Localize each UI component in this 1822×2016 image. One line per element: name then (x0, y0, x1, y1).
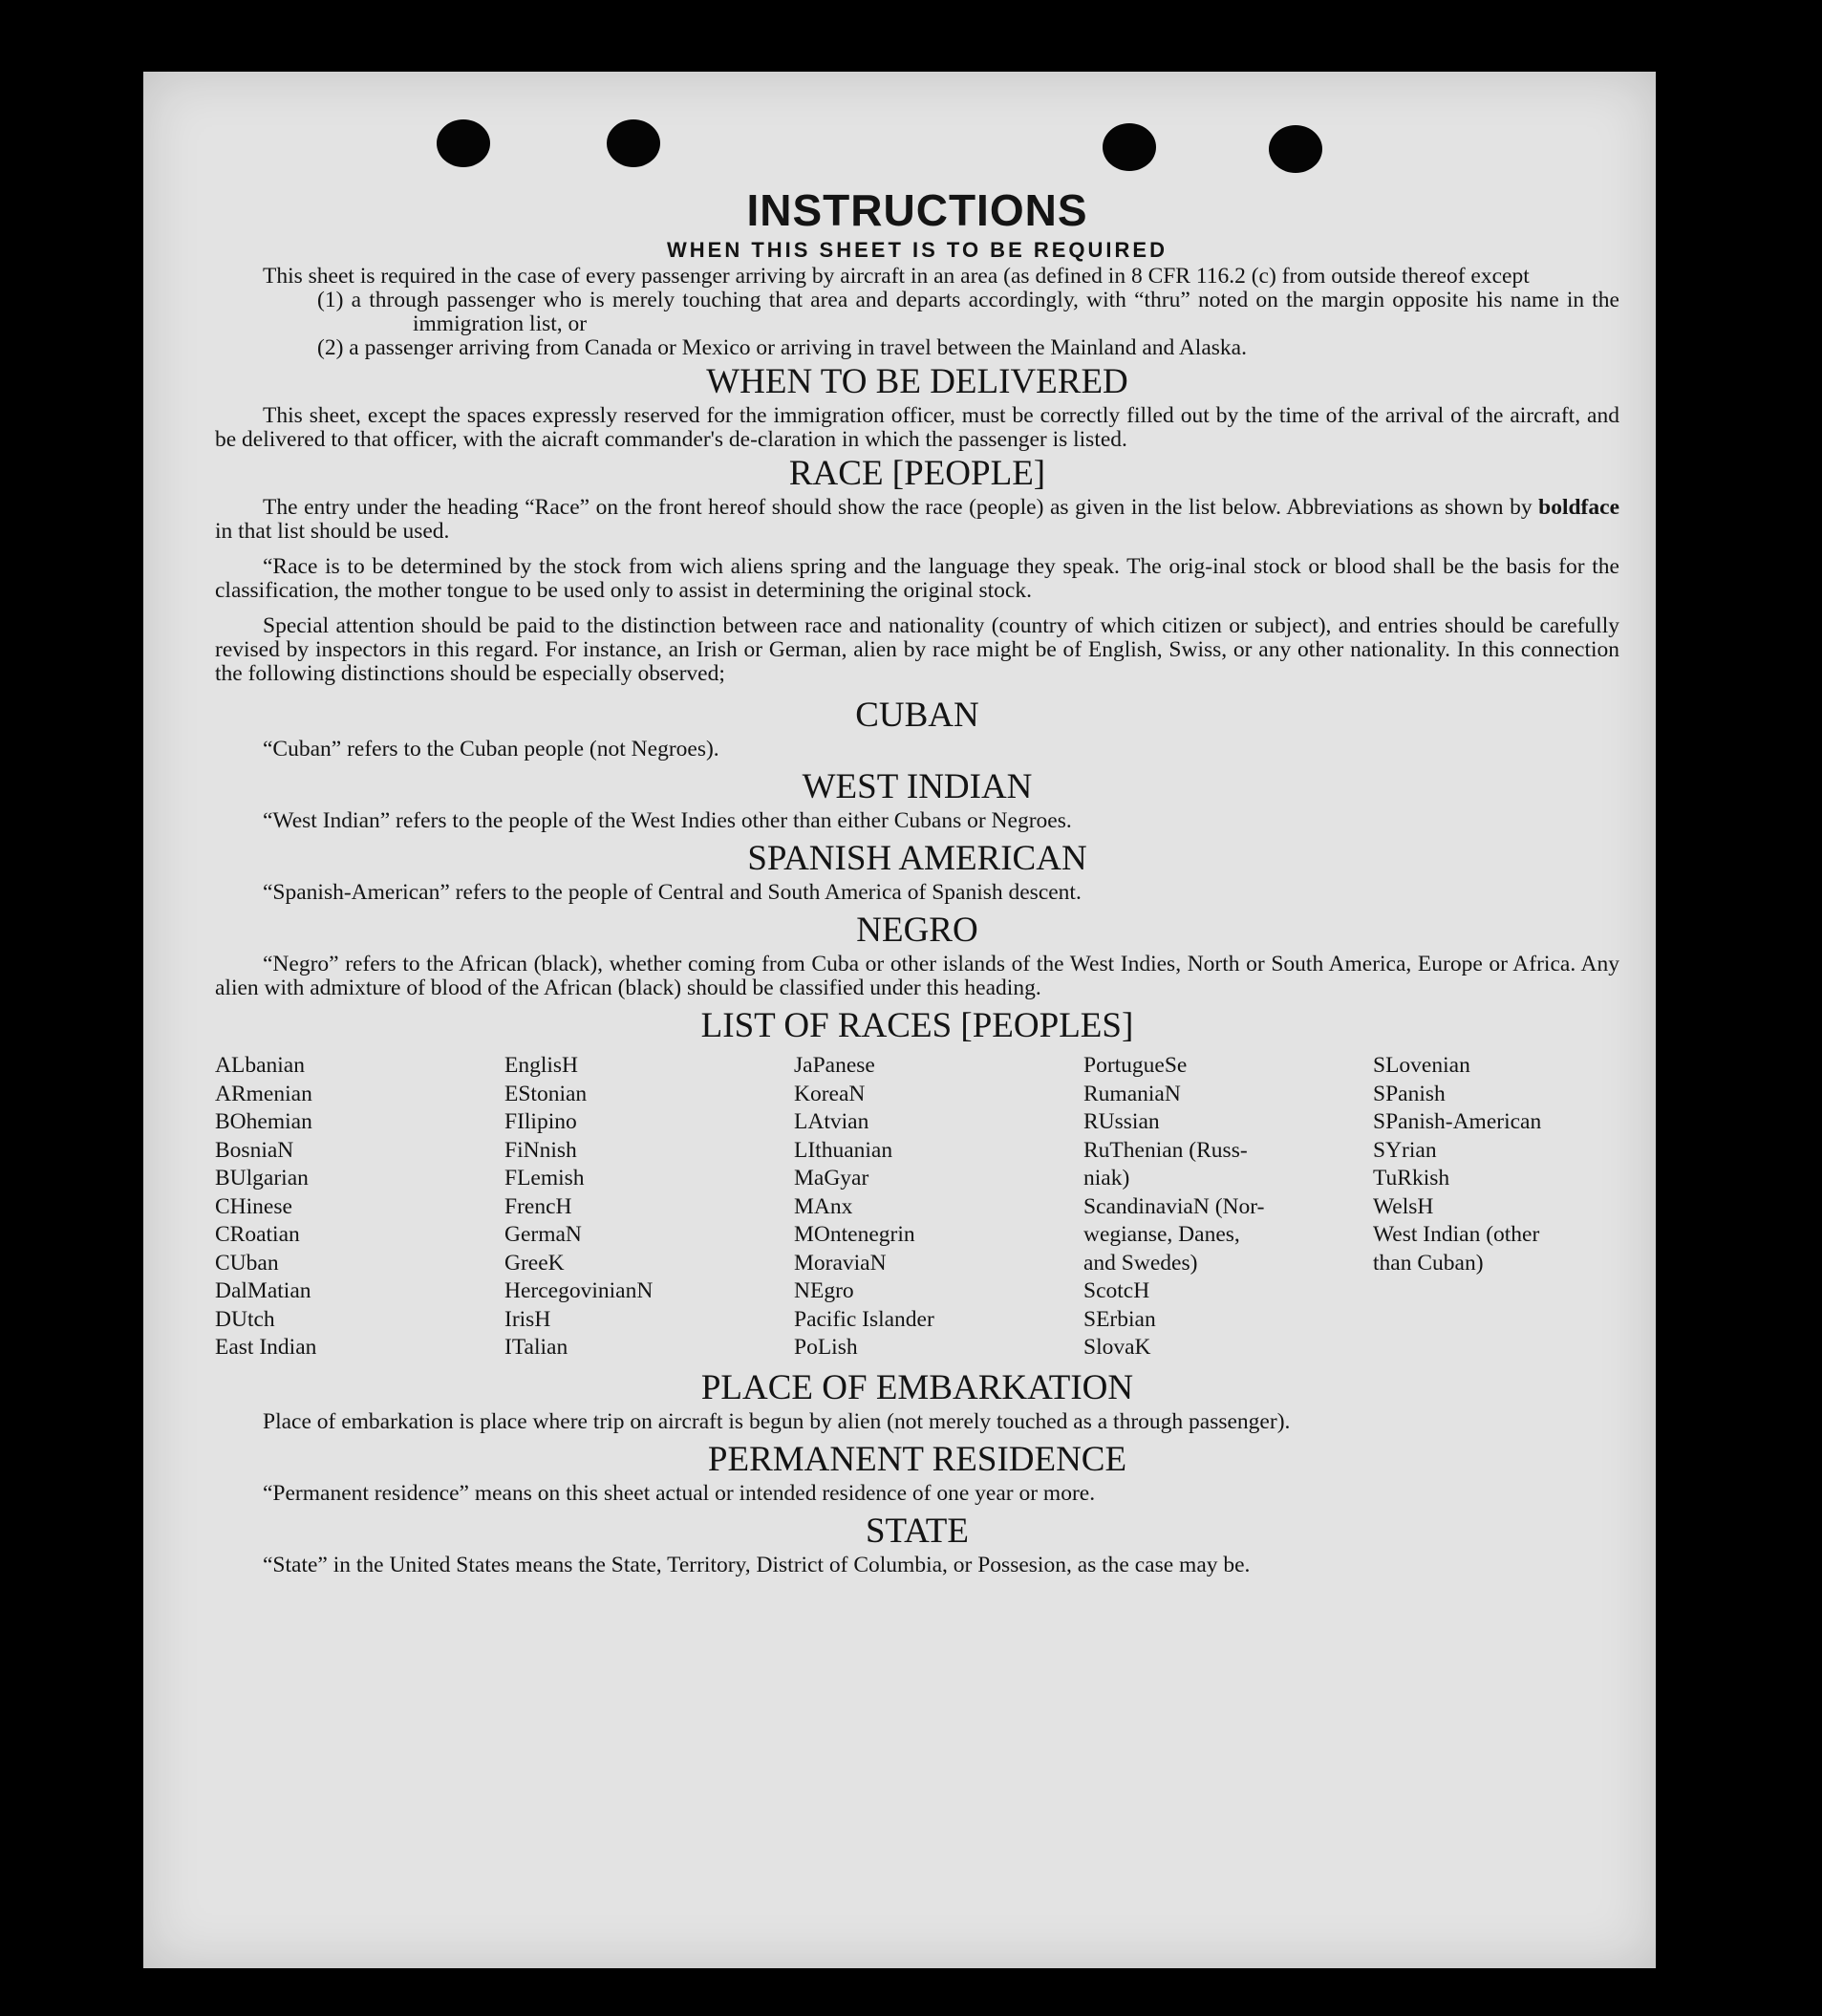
race-text: The entry under the heading “Race” on the front hereof should show the race (people) as given in the list below. Abbreviations as shown by (263, 495, 1539, 520)
race-item: MOntenegrin (794, 1222, 915, 1247)
race-text: in that list should be used. (215, 519, 450, 544)
race-item: SErbian (1083, 1306, 1156, 1332)
race-item: CUban (215, 1250, 279, 1276)
race-item: RuThenian (Russ- niak) (1083, 1137, 1248, 1190)
races-column (794, 1052, 1083, 1362)
section-text: “Cuban” refers to the Cuban people (not Negroes). (263, 737, 719, 761)
exception-item: (1) a through passenger who is merely touching that area and departs accordingly, with “thru” noted on the margin opposite his name in the immigration list, or (317, 288, 1619, 336)
race-item: IrisH (504, 1306, 551, 1332)
race-item: CHinese (215, 1193, 292, 1219)
race-item: SPanish-American (1373, 1109, 1542, 1134)
punch-hole (437, 119, 490, 167)
section-text: Place of embarkation is place where trip on aircraft is begun by alien (not merely touched as a through passenger). (263, 1408, 1291, 1434)
race-item: RumaniaN (1083, 1081, 1181, 1106)
section-text: “State” in the United States means the State, Territory, District of Columbia, or Possesion, as the case may be. (263, 1552, 1251, 1577)
race-item: West Indian (other than Cuban) (1373, 1222, 1540, 1276)
races-column (1083, 1052, 1373, 1362)
race-item: CRoatian (215, 1222, 300, 1247)
race-item: LIthuanian (794, 1137, 893, 1163)
section-heading: PLACE OF EMBARKATION (700, 1367, 1134, 1407)
race-item: LAtvian (794, 1109, 869, 1134)
race-item: SPanish (1373, 1081, 1446, 1106)
section-heading: STATE (865, 1511, 970, 1551)
intro-paragraph: This sheet is required in the case of every passenger arriving by aircraft in an area (as defined in 8 CFR 116.2 (c) from outside thereof except (263, 264, 1530, 289)
race-paragraph-1 (215, 496, 1619, 544)
race-paragraph-2: “Race is to be determined by the stock from wich aliens spring and the language they speak. The orig-inal stock or blood shall be the basis for the classification, the mother tongue to be used only to assist in determining the original stock. (215, 554, 1619, 603)
race-item: JaPanese (794, 1053, 875, 1078)
section-heading: WHEN TO BE DELIVERED (706, 362, 1128, 401)
section-text: “Spanish-American” refers to the people of Central and South America of Spanish descent. (263, 880, 1082, 905)
exception-item: (2) a passenger arriving from Canada or Mexico or arriving in travel between the Mainland and Alaska. (317, 335, 1247, 360)
races-column (1373, 1052, 1619, 1362)
document-sheet (143, 72, 1656, 1968)
section-heading: PERMANENT RESIDENCE (707, 1439, 1127, 1479)
section-heading: CUBAN (855, 696, 979, 735)
punch-hole (607, 119, 660, 167)
race-item: FrencH (504, 1193, 572, 1219)
race-paragraph-3: Special attention should be paid to the distinction between race and nationality (country of which citizen or subject), and entries should be carefully revised by inspectors in this regard. For instance, an Irish or German, alien by race might be of English, Swiss, or any other nationality. In this connection the following distinctions should be especially observed; (215, 613, 1619, 686)
race-item: GreeK (504, 1250, 565, 1276)
section-text: “Negro” refers to the African (black), whether coming from Cuba or other islands of the West Indies, North or South America, Europe or Africa. Any alien with admixture of blood of the African (black) should be classified under this heading. (215, 952, 1619, 1000)
race-item: SlovaK (1083, 1335, 1151, 1360)
race-item: EnglisH (504, 1053, 579, 1078)
section-text: This sheet, except the spaces expressly reserved for the immigration officer, must be correctly filled out by the time of the arrival of the aircraft, and be delivered to that officer, with the aicraft commander's de-claration in which the passenger is listed. (215, 403, 1619, 452)
races-column (215, 1052, 504, 1362)
race-item: KoreaN (794, 1081, 866, 1106)
punch-hole (1269, 125, 1322, 173)
race-item: HercegovinianN (504, 1278, 654, 1303)
race-item: SYrian (1373, 1137, 1437, 1163)
race-item: BOhemian (215, 1109, 312, 1134)
race-item: Pacific Islander (794, 1306, 934, 1332)
race-item: BosniaN (215, 1137, 294, 1163)
section-heading: SPANISH AMERICAN (747, 839, 1087, 878)
race-item: MoraviaN (794, 1250, 887, 1276)
race-item: MaGyar (794, 1166, 869, 1190)
races-list (215, 1052, 1619, 1362)
race-item: FLemish (504, 1166, 585, 1190)
page-subtitle: WHEN THIS SHEET IS TO BE REQUIRED (667, 238, 1168, 262)
race-item: EStonian (504, 1081, 588, 1106)
race-item: ITalian (504, 1335, 568, 1360)
section-heading: LIST OF RACES [PEOPLES] (700, 1006, 1134, 1045)
section-heading: NEGRO (856, 911, 978, 950)
section-text: “Permanent residence” means on this sheet actual or intended residence of one year or more. (263, 1480, 1096, 1506)
race-item: BUlgarian (215, 1166, 309, 1190)
race-item: SLovenian (1373, 1053, 1470, 1078)
race-item: FIlipino (504, 1109, 577, 1134)
race-item: ARmenian (215, 1081, 312, 1106)
race-item: MAnx (794, 1193, 853, 1219)
punch-hole (1103, 123, 1156, 171)
section-heading: WEST INDIAN (802, 767, 1033, 806)
section-heading: RACE [PEOPLE] (788, 454, 1046, 493)
section-text: “West Indian” refers to the people of the West Indies other than either Cubans or Negroes. (263, 808, 1072, 833)
race-item: ScandinaviaN (Nor- wegianse, Danes, and Swedes) (1083, 1193, 1265, 1276)
race-item: GermaN (504, 1222, 582, 1247)
race-item: East Indian (215, 1335, 317, 1360)
races-column (504, 1052, 794, 1362)
race-item: PoLish (794, 1335, 858, 1360)
instructions-content (215, 184, 1619, 1577)
race-item: RUssian (1083, 1109, 1160, 1134)
race-item: ScotcH (1083, 1278, 1150, 1303)
race-item: TuRkish (1373, 1166, 1450, 1190)
race-item: ALbanian (215, 1053, 305, 1078)
race-item: FiNnish (504, 1137, 577, 1163)
race-item: DalMatian (215, 1278, 311, 1303)
page-title: INSTRUCTIONS (746, 185, 1088, 235)
race-item: WelsH (1373, 1193, 1434, 1219)
race-item: DUtch (215, 1306, 275, 1332)
race-item: PortugueSe (1083, 1053, 1188, 1078)
race-text-bold: boldface (1538, 495, 1619, 520)
race-item: NEgro (794, 1278, 854, 1303)
